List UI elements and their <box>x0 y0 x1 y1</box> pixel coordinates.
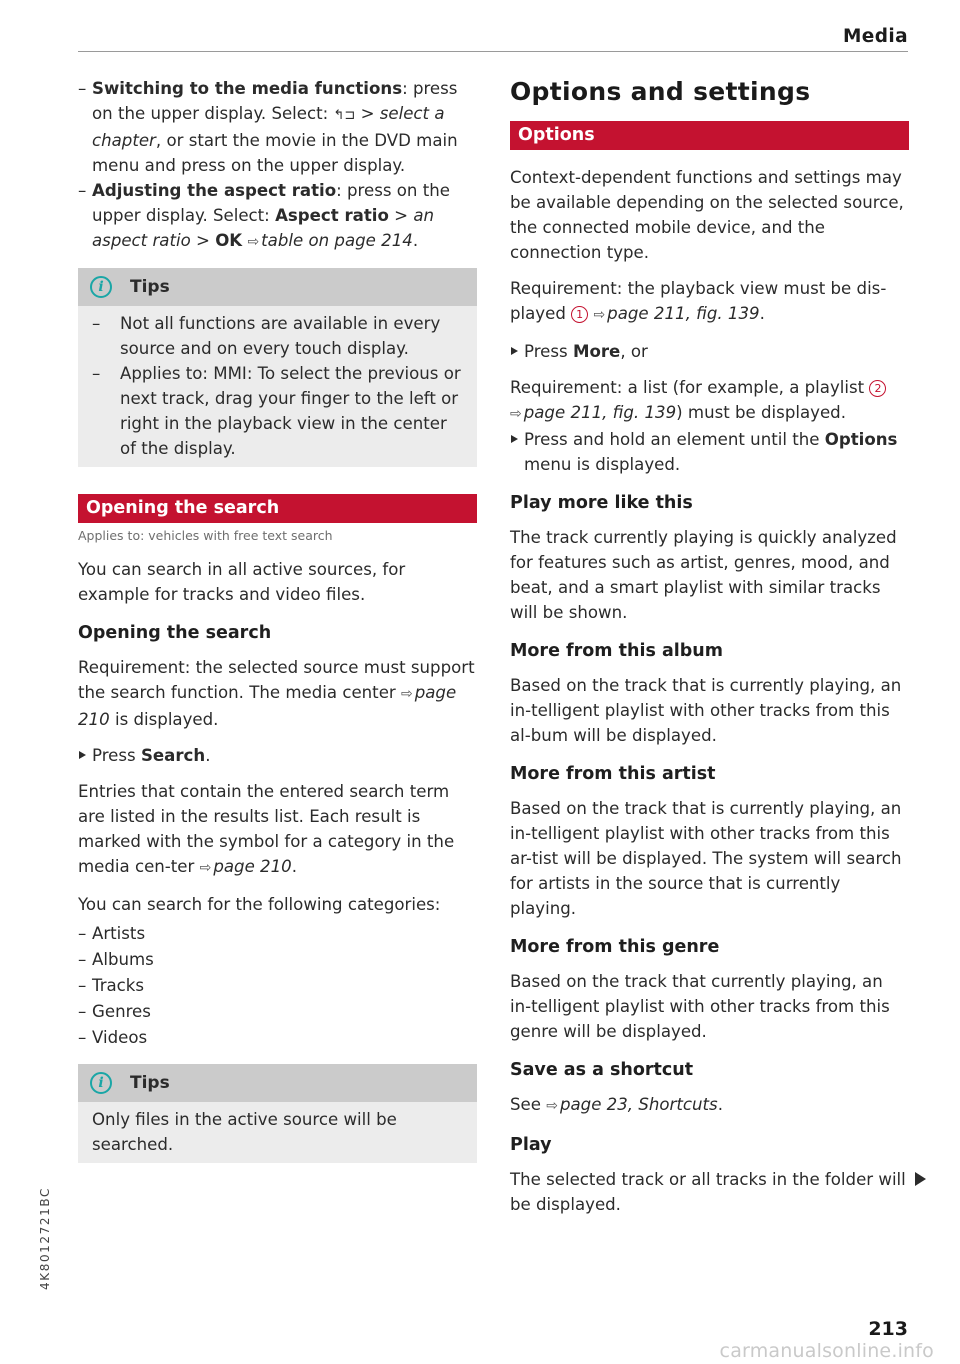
punct: . <box>205 746 211 765</box>
subheading-play: Play <box>510 1135 552 1155</box>
subheading-genre: More from this genre <box>510 937 720 957</box>
chapter-icon: ↰⊐ <box>333 108 356 123</box>
categories-intro: You can search for the following categories: <box>78 895 441 914</box>
tips-body <box>78 1102 477 1163</box>
step-press-search <box>78 743 477 768</box>
tips-title: Tips <box>130 1073 170 1093</box>
page-title: Options and settings <box>510 77 811 106</box>
search-requirement <box>78 655 477 732</box>
category-item: – Videos <box>78 1025 477 1050</box>
req-text: Requirement: the playback view must be dis-played <box>510 279 887 323</box>
page-reference-link[interactable]: page 211, fig. 139 <box>523 403 677 422</box>
item-label: Switching to the media functions <box>92 79 403 98</box>
page-reference-link[interactable]: page 210 <box>78 683 457 729</box>
header-section-title: Media <box>842 26 908 47</box>
step-button-name: Options <box>824 430 898 449</box>
shortcut-text <box>510 1092 909 1119</box>
reference-arrow-icon: ⇨ <box>593 307 606 323</box>
right-column <box>510 76 909 1228</box>
category-item: – Genres <box>78 999 477 1024</box>
reference-arrow-icon: ⇨ <box>401 686 413 702</box>
item-text: , or start the movie in the DVD main menu and press on the upper display. <box>92 131 458 175</box>
page-reference-link[interactable]: table on page 214 <box>261 231 413 250</box>
item-italic: select a chapter <box>92 104 445 150</box>
subheading-artist: More from this artist <box>510 764 716 784</box>
step-text: Press <box>524 342 573 361</box>
tips-title: Tips <box>130 277 170 297</box>
separator: > <box>355 104 380 123</box>
reference-arrow-icon: ⇨ <box>247 234 260 250</box>
options-requirement-2 <box>510 375 909 427</box>
play-text: The selected track or all tracks in the folder will be displayed. <box>510 1170 906 1214</box>
punct: . <box>291 857 298 876</box>
subheading-shortcut: Save as a shortcut <box>510 1060 694 1080</box>
subheading-play-more: Play more like this <box>510 493 693 513</box>
punct: . <box>412 231 419 250</box>
req-end: is displayed. <box>109 710 219 729</box>
continue-arrow-icon <box>915 1172 926 1186</box>
category-item: – Artists <box>78 921 477 946</box>
section-text: Based on the track that is currently playing, an in-telligent playlist with other tracks from this ar-tist will be displayed. The system will search for artists in the source that is currently playing. <box>510 799 902 918</box>
step-end: , or <box>620 342 648 361</box>
left-column <box>78 76 477 1163</box>
categories-list <box>78 921 477 1050</box>
see-text: See <box>510 1095 547 1114</box>
separator: > <box>190 231 216 250</box>
step-end: menu is displayed. <box>524 455 681 474</box>
tips-box <box>78 268 477 467</box>
options-requirement-1 <box>510 276 909 328</box>
callout-number-1: 1 <box>571 306 588 323</box>
tip-text: Only files in the active source will be searched. <box>92 1110 397 1154</box>
req-text: Requirement: a list (for example, a playlist <box>510 378 870 397</box>
list-item-switching <box>78 76 477 178</box>
step-press-more <box>510 339 909 364</box>
category-item: – Tracks <box>78 973 477 998</box>
info-icon: i <box>90 276 112 298</box>
entries-text: Entries that contain the entered search term are listed in the results list. Each result is marked with the symbol for a category in the media cen-ter <box>78 782 455 876</box>
info-icon: i <box>90 1072 112 1094</box>
reference-arrow-icon: ⇨ <box>199 860 212 876</box>
search-intro: You can search in all active sources, for example for tracks and video files. <box>78 560 406 604</box>
search-entries <box>78 779 477 881</box>
page-reference-link[interactable]: page 210 <box>213 857 292 876</box>
req-text: Requirement: the selected source must support the search function. The media center <box>78 658 475 702</box>
req-end: ) must be displayed. <box>676 403 846 422</box>
item-label: Adjusting the aspect ratio <box>92 181 337 200</box>
tip-item: – Applies to: MMI: To select the previous or next track, drag your finger to the left or right in the playback view in the center of the display. <box>92 361 463 461</box>
step-text: Press and hold an element until the <box>524 430 825 449</box>
list-item-aspect-ratio <box>78 178 477 255</box>
section-bar-opening-search: Opening the search <box>78 494 477 523</box>
reference-arrow-icon: ⇨ <box>546 1098 558 1114</box>
separator: > <box>388 206 414 225</box>
callout-number-2: 2 <box>869 380 886 397</box>
step-button-name: More <box>572 342 621 361</box>
tips-body <box>78 306 477 467</box>
section-text: The track currently playing is quickly analyzed for features such as artist, genres, mood, and beat, and a smart playlist with similar tracks will be shown. <box>510 528 897 622</box>
header-rule <box>78 51 908 52</box>
item-italic: an aspect ratio <box>92 206 435 250</box>
item-text: : press on the upper display. Select: <box>92 79 458 123</box>
menu-aspect-ratio: Aspect ratio <box>275 206 389 225</box>
page-number: 213 <box>868 1318 908 1340</box>
step-press-hold <box>510 427 909 477</box>
tips-header <box>78 1064 477 1102</box>
section-bar-options: Options <box>510 121 909 150</box>
step-button-name: Search <box>140 746 206 765</box>
applies-note: Applies to: vehicles with free text search <box>78 528 333 543</box>
watermark: carmanualsonline.info <box>719 1340 934 1362</box>
section-text: Based on the track that currently playing, an in-telligent playlist with other tracks from this genre will be displayed. <box>510 972 890 1041</box>
item-text: : press on the upper display. Select: <box>92 181 450 225</box>
document-code: 4K8012721BC <box>38 1187 52 1290</box>
menu-ok: OK <box>215 231 243 250</box>
reference-arrow-icon: ⇨ <box>510 406 522 422</box>
page-reference-link[interactable]: page 211, fig. 139 <box>607 304 760 323</box>
page-reference-link[interactable]: page 23, Shortcuts <box>559 1095 718 1114</box>
subheading-album: More from this album <box>510 641 723 661</box>
category-item: – Albums <box>78 947 477 972</box>
section-text: Based on the track that is currently playing, an in-telligent playlist with other tracks from this al-bum will be displayed. <box>510 676 902 745</box>
step-text: Press <box>92 746 141 765</box>
punct: . <box>717 1095 723 1114</box>
punct: . <box>759 304 765 323</box>
tips-box <box>78 1064 477 1163</box>
options-intro: Context-dependent functions and settings may be available depending on the selected source, the connected mobile device, and the connection type. <box>510 168 904 262</box>
tip-item: – Not all functions are available in every source and on every touch display. <box>92 311 463 361</box>
subheading-opening-search: Opening the search <box>78 623 272 643</box>
tips-header <box>78 268 477 306</box>
